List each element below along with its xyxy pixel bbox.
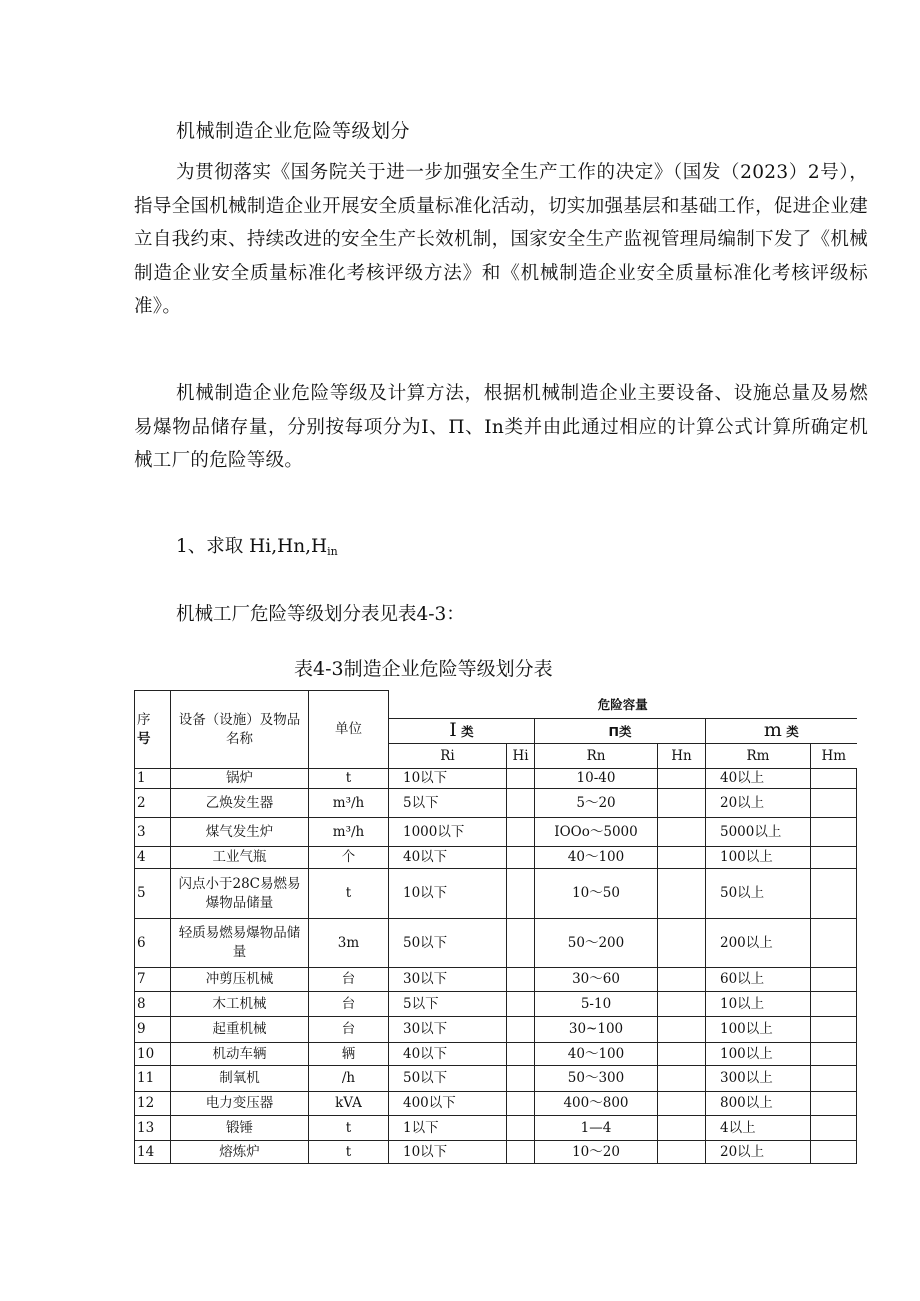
row-ri: 400以下: [389, 1092, 507, 1116]
row-name: 木工机械: [171, 992, 309, 1017]
row-rn: 50～200: [535, 919, 658, 968]
row-number: 3: [135, 818, 171, 847]
row-hm: [811, 818, 857, 847]
step-1-subscript: in: [327, 545, 338, 558]
row-ri: 50以下: [389, 919, 507, 968]
row-ri: 40以下: [389, 847, 507, 869]
row-rn: 400～800: [535, 1092, 658, 1116]
table-row: [135, 1017, 857, 1043]
row-hn: [658, 769, 706, 789]
row-rm: 40以上: [706, 769, 811, 789]
row-number: 5: [135, 869, 171, 919]
row-hm: [811, 1141, 857, 1164]
table-caption: 表4-3制造企业危险等级划分表: [294, 658, 553, 680]
header-name: 设备（设施）及物品名称: [171, 691, 309, 769]
row-number: 13: [135, 1116, 171, 1141]
row-name: 煤气发生炉: [171, 818, 309, 847]
row-rn: 5～20: [535, 789, 658, 818]
row-rm: 5000以上: [706, 818, 811, 847]
row-hn: [658, 1017, 706, 1043]
row-unit: 台: [309, 968, 389, 992]
header-class-1: I 类: [389, 719, 535, 744]
header-hi: Hi: [507, 744, 535, 769]
row-unit: /h: [309, 1066, 389, 1092]
row-hi: [507, 1092, 535, 1116]
row-unit: 辆: [309, 1043, 389, 1066]
row-hi: [507, 847, 535, 869]
row-hn: [658, 968, 706, 992]
row-name: 轻质易燃易爆物品储量: [171, 919, 309, 968]
row-unit: kVA: [309, 1092, 389, 1116]
row-name: 机动车辆: [171, 1043, 309, 1066]
row-hm: [811, 1116, 857, 1141]
row-unit: t: [309, 1141, 389, 1164]
row-hn: [658, 1116, 706, 1141]
row-rn: 10～50: [535, 869, 658, 919]
row-ri: 5以下: [389, 789, 507, 818]
row-hn: [658, 847, 706, 869]
row-hm: [811, 869, 857, 919]
row-hn: [658, 869, 706, 919]
row-name: 工业气瓶: [171, 847, 309, 869]
method-paragraph: 机械制造企业危险等级及计算方法，根据机械制造企业主要设备、设施总量及易燃易爆物品储存量，分别按每项分为I、П、In类并由此通过相应的计算公式计算所确定机械工厂的危险等级。: [134, 383, 868, 471]
header-seq: 序 号: [135, 691, 171, 769]
table-row: [135, 769, 857, 789]
table-row: [135, 869, 857, 919]
step-1-text: 1、求取 Hi,Hn,H: [176, 536, 328, 557]
row-name: 锻锤: [171, 1116, 309, 1141]
header-ri: Ri: [389, 744, 507, 769]
row-unit: t: [309, 769, 389, 789]
row-hi: [507, 1141, 535, 1164]
row-rm: 800以上: [706, 1092, 811, 1116]
row-name: 电力变压器: [171, 1092, 309, 1116]
table-row: [135, 789, 857, 818]
row-hi: [507, 1066, 535, 1092]
row-name: 闪点小于28C易燃易爆物品储量: [171, 869, 309, 919]
row-rn: 30~100: [535, 1017, 658, 1043]
row-name: 制氧机: [171, 1066, 309, 1092]
row-number: 6: [135, 919, 171, 968]
row-unit: t: [309, 1116, 389, 1141]
row-hn: [658, 992, 706, 1017]
row-unit: t: [309, 869, 389, 919]
row-number: 11: [135, 1066, 171, 1092]
row-hm: [811, 1066, 857, 1092]
row-rm: 20以上: [706, 789, 811, 818]
header-class-2: П类: [535, 719, 706, 744]
row-rm: 60以上: [706, 968, 811, 992]
row-rn: 1—4: [535, 1116, 658, 1141]
row-unit: m³∕h: [309, 818, 389, 847]
row-hm: [811, 789, 857, 818]
row-hi: [507, 919, 535, 968]
table-row: [135, 968, 857, 992]
row-ri: 10以下: [389, 869, 507, 919]
row-rm: 4以上: [706, 1116, 811, 1141]
row-name: 熔炼炉: [171, 1141, 309, 1164]
row-ri: 40以下: [389, 1043, 507, 1066]
row-number: 8: [135, 992, 171, 1017]
header-hm: Hm: [811, 744, 857, 769]
row-unit: m³∕h: [309, 789, 389, 818]
row-number: 12: [135, 1092, 171, 1116]
row-rm: 200以上: [706, 919, 811, 968]
row-rm: 100以上: [706, 1017, 811, 1043]
row-hi: [507, 789, 535, 818]
row-rn: 5-10: [535, 992, 658, 1017]
row-rm: 10以上: [706, 992, 811, 1017]
header-rm: Rm: [706, 744, 811, 769]
row-hm: [811, 1017, 857, 1043]
row-rn: 10-40: [535, 769, 658, 789]
document-title: 机械制造企业危险等级划分: [176, 120, 411, 142]
row-ri: 50以下: [389, 1066, 507, 1092]
row-hi: [507, 1017, 535, 1043]
hazard-level-table: [134, 690, 857, 1164]
row-hn: [658, 919, 706, 968]
row-hm: [811, 1043, 857, 1066]
row-rm: 50以上: [706, 869, 811, 919]
row-rm: 20以上: [706, 1141, 811, 1164]
row-number: 2: [135, 789, 171, 818]
row-hn: [658, 818, 706, 847]
row-ri: 1以下: [389, 1116, 507, 1141]
row-hm: [811, 992, 857, 1017]
header-hn: Hn: [658, 744, 706, 769]
row-rn: 10～20: [535, 1141, 658, 1164]
row-hm: [811, 968, 857, 992]
row-rn: 30～60: [535, 968, 658, 992]
row-rm: 100以上: [706, 1043, 811, 1066]
row-ri: 10以下: [389, 769, 507, 789]
intro-paragraph: 为贯彻落实《国务院关于进一步加强安全生产工作的决定》（国发（2023）2号），指导全国机械制造企业开展安全质量标准化活动，切实加强基层和基础工作，促进企业建立自我约束、持续改进的安全生产长效机制，国家安全生产监视管理局编制下发了《机械制造企业安全质量标准化考核评级方法》和《机械制造企业安全质量标准化考核评级标准》。: [134, 162, 868, 317]
row-ri: 1000以下: [389, 818, 507, 847]
row-hi: [507, 1043, 535, 1066]
row-rn: 40～100: [535, 847, 658, 869]
row-hi: [507, 769, 535, 789]
row-ri: 5以下: [389, 992, 507, 1017]
row-hn: [658, 789, 706, 818]
table-reference-line: 机械工厂危险等级划分表见表4-3：: [176, 604, 465, 625]
table-row: [135, 818, 857, 847]
row-number: 4: [135, 847, 171, 869]
row-hi: [507, 818, 535, 847]
row-hi: [507, 869, 535, 919]
row-unit: 个: [309, 847, 389, 869]
row-name: 起重机械: [171, 1017, 309, 1043]
row-ri: 30以下: [389, 1017, 507, 1043]
row-number: 7: [135, 968, 171, 992]
row-rn: IOOo～5000: [535, 818, 658, 847]
row-number: 1: [135, 769, 171, 789]
row-name: 冲剪压机械: [171, 968, 309, 992]
header-capacity: 危险容量: [389, 691, 857, 719]
table-row: [135, 1116, 857, 1141]
row-number: 9: [135, 1017, 171, 1043]
step-1-heading: [176, 532, 338, 558]
row-unit: 台: [309, 1017, 389, 1043]
row-hn: [658, 1043, 706, 1066]
row-hi: [507, 968, 535, 992]
row-hn: [658, 1066, 706, 1092]
row-hm: [811, 1092, 857, 1116]
row-rm: 100以上: [706, 847, 811, 869]
row-unit: 台: [309, 992, 389, 1017]
table-row: [135, 992, 857, 1017]
row-hi: [507, 992, 535, 1017]
table-row: [135, 1043, 857, 1066]
row-hm: [811, 919, 857, 968]
row-name: 锅炉: [171, 769, 309, 789]
header-rn: Rn: [535, 744, 658, 769]
header-class-3: m 类: [706, 719, 857, 744]
row-rm: 300以上: [706, 1066, 811, 1092]
row-rn: 50～300: [535, 1066, 658, 1092]
row-ri: 30以下: [389, 968, 507, 992]
header-unit: 单位: [309, 691, 389, 769]
table-row: [135, 1066, 857, 1092]
table-row: [135, 919, 857, 968]
row-hm: [811, 847, 857, 869]
row-hn: [658, 1141, 706, 1164]
table-row: [135, 1092, 857, 1116]
row-number: 14: [135, 1141, 171, 1164]
table-row: [135, 847, 857, 869]
row-number: 10: [135, 1043, 171, 1066]
row-hi: [507, 1116, 535, 1141]
row-hn: [658, 1092, 706, 1116]
row-ri: 10以下: [389, 1141, 507, 1164]
row-unit: 3m: [309, 919, 389, 968]
row-name: 乙焕发生器: [171, 789, 309, 818]
row-rn: 40～100: [535, 1043, 658, 1066]
table-row: [135, 1141, 857, 1164]
row-hm: [811, 769, 857, 789]
